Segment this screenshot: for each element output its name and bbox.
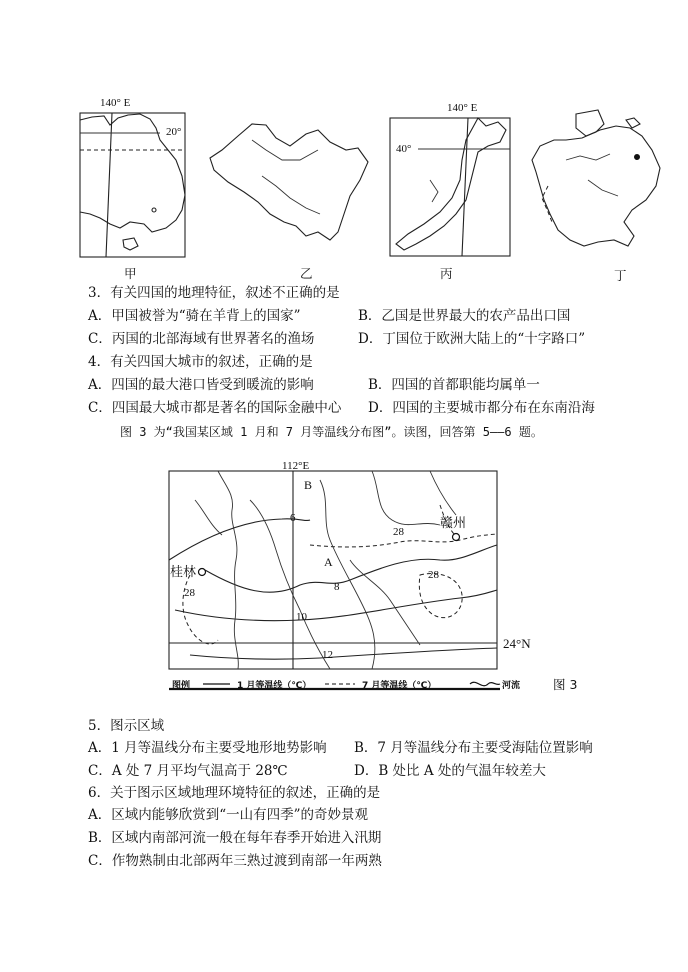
q5-option-c: C．A 处 7 月平均气温高于 28℃: [88, 763, 288, 779]
q6-stem: 6．关于图示区域地理环境特征的叙述，正确的是: [88, 785, 381, 801]
map-yi-caption: 乙: [300, 266, 313, 281]
q4-stem: 4．有关四国大城市的叙述，正确的是: [88, 354, 313, 370]
fig3-legend-river: 河流: [502, 681, 521, 691]
fig3-legend-jul: 7 月等温线（℃）: [362, 681, 437, 691]
fig3-label-B: B: [304, 478, 313, 492]
q6-option-a: A．区域内能够欣赏到“一山有四季”的奇妙景观: [88, 807, 369, 823]
fig3-iso-10: 10: [296, 611, 307, 623]
fig3-city-guilin: 桂林: [170, 565, 197, 580]
q3-option-c: C．丙国的北部海域有世界著名的渔场: [88, 331, 315, 347]
fig3-legend-title: 图例: [172, 681, 191, 691]
fig3-caption: 图 3: [553, 677, 578, 692]
map-jia-lat-label: 20°: [166, 126, 182, 138]
figure3-intro: 图 3 为“我国某区域 1 月和 7 月等温线分布图”。读图，回答第 5——6 题。: [120, 425, 543, 439]
map-bing-lat-label: 40°: [396, 143, 412, 155]
map-ding-caption: 丁: [614, 268, 627, 283]
fig3-iso-28-c: 28: [184, 587, 195, 599]
q3-option-b: B．乙国是世界最大的农产品出口国: [358, 308, 571, 324]
fig3-label-A: A: [324, 555, 333, 569]
q3-option-a: A．甲国被誉为“骑在羊背上的国家”: [88, 308, 301, 324]
fig3-lon-label: 112°E: [282, 460, 310, 472]
fig3-lat-label: 24°N: [503, 636, 531, 651]
q5-option-a: A．1 月等温线分布主要受地形地势影响: [88, 740, 327, 756]
q4-option-c: C．四国最大城市都是著名的国际金融中心: [88, 400, 342, 416]
fig3-iso-8: 8: [334, 581, 340, 593]
fig3-city-ganzhou: 赣州: [440, 516, 467, 531]
fig3-iso-6: 6: [290, 512, 296, 524]
fig3-iso-28-b: 28: [428, 569, 439, 581]
fig3-iso-12: 12: [322, 649, 333, 661]
map-jia-lon-label: 140° E: [100, 97, 131, 109]
map-bing-caption: 丙: [440, 266, 453, 281]
q5-option-d: D．B 处比 A 处的气温年较差大: [354, 763, 546, 779]
fig3-legend-jan: 1 月等温线（℃）: [237, 681, 312, 691]
q5-option-b: B．7 月等温线分布主要受海陆位置影响: [354, 740, 593, 756]
q3-option-d: D．丁国位于欧洲大陆上的“十字路口”: [358, 331, 586, 347]
q3-stem: 3．有关四国的地理特征，叙述不正确的是: [88, 285, 340, 301]
fig3-iso-28-a: 28: [393, 526, 404, 538]
q6-option-b: B．区域内南部河流一般在每年春季开始进入汛期: [88, 830, 382, 846]
q4-option-a: A．四国的最大港口皆受到暖流的影响: [88, 377, 314, 393]
q4-option-d: D．四国的主要城市都分布在东南沿海: [368, 400, 595, 416]
q4-option-b: B．四国的首都职能均属单一: [368, 377, 540, 393]
map-jia-caption: 甲: [124, 266, 137, 281]
q5-stem: 5．图示区域: [88, 718, 165, 734]
map-bing-lon-label: 140° E: [447, 102, 478, 114]
q6-option-c: C．作物熟制由北部两年三熟过渡到南部一年两熟: [88, 853, 382, 869]
